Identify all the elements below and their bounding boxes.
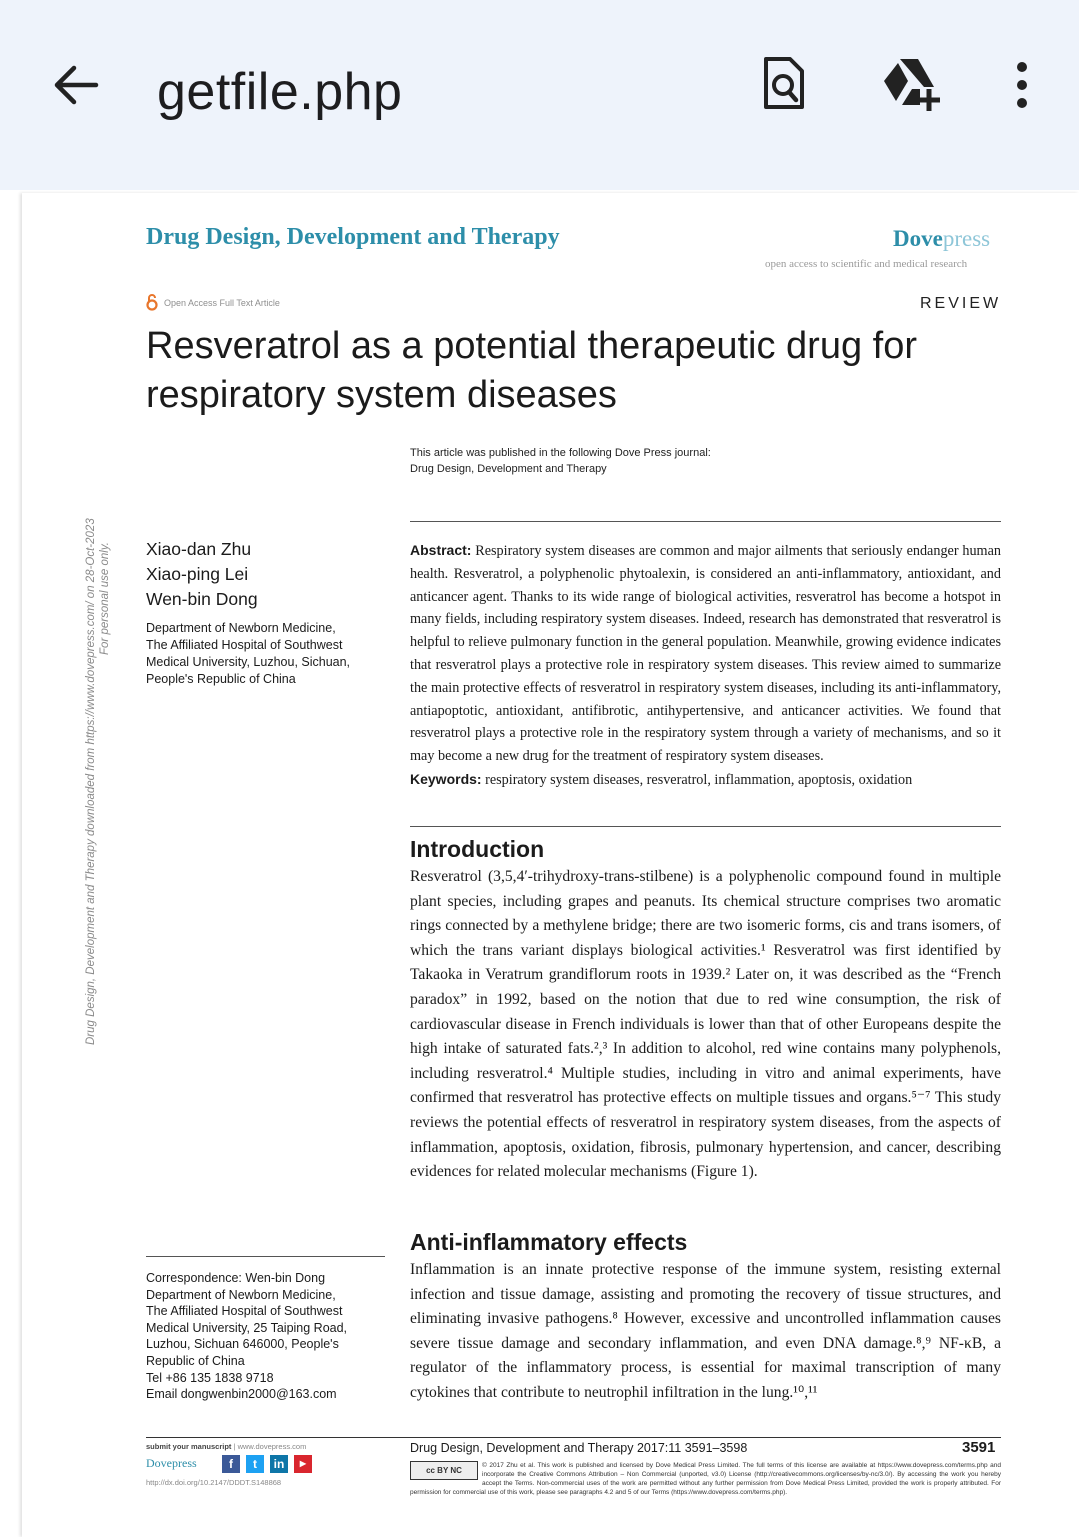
more-vert-icon[interactable] bbox=[1012, 55, 1032, 115]
linkedin-icon[interactable]: in bbox=[270, 1455, 288, 1473]
author: Wen-bin Dong bbox=[146, 589, 258, 609]
dovepress-logo: Dovepress bbox=[893, 226, 991, 251]
divider bbox=[146, 1256, 385, 1257]
introduction-text: Resveratrol (3,5,4′-trihydroxy-trans-stilbene) is a polyphenolic compound found in multiple plant species, including grapes and peanuts. Its chemical structure comprises two aromatic rings connected by a methylene bridge; there are two isomeric forms, cis and trans isomers, of which the trans variant displays biological activities.¹ Resveratrol was first identified by Takaoka in Veratrum grandiflorum roots in 1939.² Later on, it was described as the “French paradox” in 1992, based on the notion that due to red wine consumption, the risk of cardiovascular disease in French individuals is lower than that of other Europeans despite the high intake of saturated fats.²,³ In addition to alcohol, red wine contains many polyphenols, including resveratrol.⁴ Multiple studies, including in vitro and animal experiments, have confirmed that resveratrol has protective effects on multiple tissues and organs.⁵⁻⁷ This study reviews the potential effects of resveratrol in respiratory system diseases, from the aspects of inflammation, apoptosis, oxidation, fibrosis, pulmonary hypertension, and cancer, describing evidences for related molecular mechanisms (Figure 1). bbox=[410, 868, 1001, 1181]
anti-inflammatory-text: Inflammation is an innate protective response of the immune system, resisting external infection and tissue damage, assisting and promoting the recovery of tissue structures, and eliminating invasive pathogens.⁸ However, excessive and uncontrolled inflammation causes severe tissue damage and secondary inflammation, and even DNA damage.⁸,⁹ NF-κB, a regulator of the inflammatory process, is essential for maximal transcription of many cytokines that contribute to neutrophil infiltration in the lung.¹⁰,¹¹ bbox=[410, 1261, 1001, 1401]
divider bbox=[410, 826, 1001, 827]
license-text: cc BY NC © 2017 Zhu et al. This work is published and licensed by Dove Medical Press Limited. The full terms of this license are available at https://www.dovepress.com/terms.php and incorporate the Creative Commons Attribution – Non Commercial (unported, v3.0) License (http://creativecommons.org/licenses/by-nc/3.0/). By accessing the work you hereby accept the Terms. Non-commercial uses of the work are permitted without any further permission from Dove Medical Press Limited, provided the work is properly attributed. For permission for commercial use of this work, please see paragraphs 4.2 and 5 of our Terms (https://www.dovepress.com/terms.php). bbox=[410, 1462, 1001, 1496]
dovepress-tagline: open access to scientific and medical research bbox=[765, 258, 968, 270]
footer-divider bbox=[146, 1437, 1001, 1438]
back-arrow-icon[interactable] bbox=[50, 62, 100, 108]
doi-link[interactable]: http://dx.doi.org/10.2147/DDDT.S148868 bbox=[146, 1478, 282, 1487]
article-type: REVIEW bbox=[920, 295, 1002, 312]
cc-license-icon: cc BY NC bbox=[410, 1461, 478, 1480]
abstract-text: Respiratory system diseases are common and major ailments that seriously endanger human health. Resveratrol, a polyphenolic phytoalexin, is considered an anti-inflammatory, antioxidant, and anticancer agent. Thanks to its wide range of biological activities, resveratrol has become a hotspot in many fields, including respiratory system diseases. Indeed, research has demonstrated that resveratrol is helpful to relieve pulmonary function in the general population. Meanwhile, growing evidence indicates that resveratrol plays a protective role in respiratory system diseases. This review aimed to summarize the main protective effects of resveratrol in respiratory system diseases, including its anti-inflammatory, antiapoptotic, antioxidant, antifibrotic, antihypertensive, and anticancer activities. We found that resveratrol plays a protective role in the respiratory system through a variety of mechanisms, and so it may become a new drug for the treatment of respiratory system diseases. bbox=[410, 543, 1001, 765]
section-heading-introduction: Introduction bbox=[410, 836, 545, 862]
author: Xiao-ping Lei bbox=[146, 564, 249, 584]
published-in: This article was published in the following Dove Press journal: Drug Design, Development and Therapy bbox=[410, 447, 711, 475]
submit-manuscript[interactable]: submit your manuscript | www.dovepress.com bbox=[146, 1442, 307, 1451]
divider bbox=[410, 521, 1001, 522]
citation: Drug Design, Development and Therapy 2017:11 3591–3598 bbox=[410, 1441, 748, 1455]
journal-name: Drug Design, Development and Therapy bbox=[146, 224, 560, 250]
abstract bbox=[410, 539, 1001, 792]
find-in-page-icon[interactable] bbox=[760, 55, 808, 113]
facebook-icon[interactable]: f bbox=[222, 1455, 240, 1473]
keywords-label: Keywords: bbox=[410, 770, 482, 787]
add-to-drive-icon[interactable] bbox=[880, 55, 942, 113]
article-title: Resveratrol as a potential therapeutic drug for respiratory system diseases bbox=[146, 325, 917, 416]
page-number: 3591 bbox=[962, 1439, 996, 1456]
affiliation: Department of Newborn Medicine, The Affiliated Hospital of Southwest Medical University, Luzhou, Sichuan, People's Republic of China bbox=[146, 621, 351, 686]
download-watermark: Drug Design, Development and Therapy downloaded from https://www.dovepress.com/ on 28-Oct-2023 For personal use only. bbox=[85, 518, 111, 1045]
author-list bbox=[146, 537, 258, 612]
social-links bbox=[222, 1455, 318, 1473]
open-access-label: Open Access Full Text Article bbox=[146, 293, 280, 311]
author: Xiao-dan Zhu bbox=[146, 539, 252, 559]
file-title: getfile.php bbox=[157, 63, 403, 121]
open-access-icon bbox=[146, 293, 158, 311]
twitter-icon[interactable]: t bbox=[246, 1455, 264, 1473]
footer-brand: Dovepress bbox=[146, 1456, 197, 1470]
youtube-icon[interactable]: ▶ bbox=[294, 1455, 312, 1473]
app-bar bbox=[0, 0, 1079, 190]
keywords-text: respiratory system diseases, resveratrol, inflammation, apoptosis, oxidation bbox=[481, 771, 913, 788]
section-heading-anti-inflammatory: Anti-inflammatory effects bbox=[410, 1229, 688, 1255]
abstract-label: Abstract: bbox=[410, 542, 472, 558]
correspondence: Correspondence: Wen-bin Dong Department of Newborn Medicine, The Affiliated Hospital of Southwest Medical University, 25 Taiping Road, Luzhou, Sichuan 646000, People's Republic of China Tel +86 135 1838 9718 Email dongwenbin2000@163.com bbox=[146, 1271, 348, 1402]
